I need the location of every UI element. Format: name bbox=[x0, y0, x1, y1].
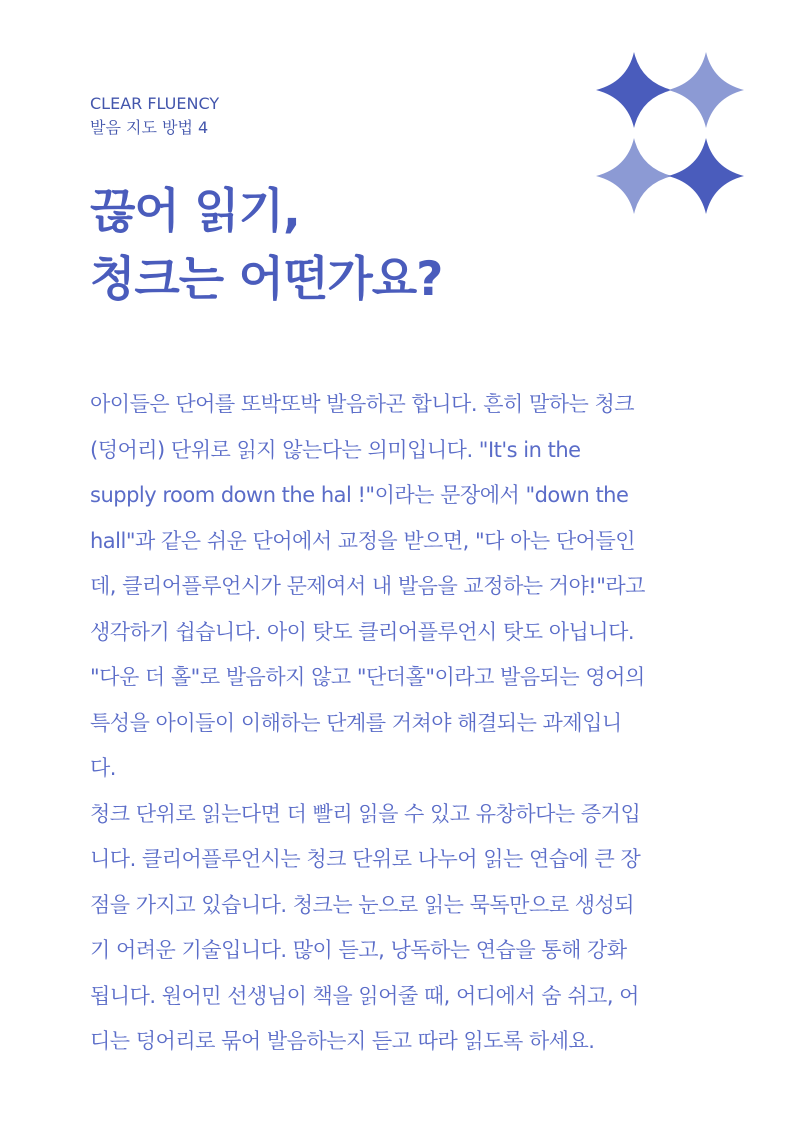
body-line: supply room down the hal !"이라는 문장에서 "down the bbox=[90, 483, 629, 507]
sparkle-cluster-icon bbox=[596, 52, 744, 214]
section-subtitle: 발음 지도 방법 4 bbox=[90, 118, 209, 137]
body-line: 특성을 아이들이 이해하는 단계를 거쳐야 해결되는 과제입니 bbox=[90, 710, 622, 735]
body-text bbox=[90, 382, 740, 1065]
page-title bbox=[90, 178, 442, 314]
title-line-2: 청크는 어떤가요? bbox=[90, 252, 443, 307]
title-line-1: 끊어 읽기, bbox=[90, 184, 300, 239]
body-line: hall"과 같은 쉬운 단어에서 교정을 받으면, "다 아는 단어들인 bbox=[90, 528, 636, 553]
body-line: 점을 가지고 있습니다. 청크는 눈으로 읽는 묵독만으로 생성되 bbox=[90, 892, 635, 917]
body-line: 디는 덩어리로 묶어 발음하는지 듣고 따라 읽도록 하세요. bbox=[90, 1029, 595, 1053]
body-line: 청크 단위로 읽는다면 더 빨리 읽을 수 있고 유창하다는 증거입 bbox=[90, 801, 641, 826]
body-line: 데, 클리어플루언시가 문제여서 내 발음을 교정하는 거야!"라고 bbox=[90, 574, 645, 598]
body-line: "다운 더 홀"로 발음하지 않고 "단더홀"이라고 발음되는 영어의 bbox=[90, 665, 645, 689]
sparkle-top-left bbox=[596, 52, 672, 128]
body-line: 니다. 클리어플루언시는 청크 단위로 나누어 읽는 연습에 큰 장 bbox=[90, 847, 641, 871]
body-line: 다. bbox=[90, 756, 116, 780]
sparkle-bottom-left bbox=[596, 138, 672, 214]
sparkle-top-right bbox=[668, 52, 744, 128]
body-line: 생각하기 쉽습니다. 아이 탓도 클리어플루언시 탓도 아닙니다. bbox=[90, 619, 635, 644]
brand-name: CLEAR FLUENCY bbox=[90, 94, 220, 113]
body-line: 됩니다. 원어민 선생님이 책을 읽어줄 때, 어디에서 숨 쉬고, 어 bbox=[90, 983, 639, 1008]
body-line: 기 어려운 기술입니다. 많이 듣고, 낭독하는 연습을 통해 강화 bbox=[90, 938, 627, 962]
body-line: 아이들은 단어를 또박또박 발음하곤 합니다. 흔히 말하는 청크 bbox=[90, 392, 635, 416]
sparkle-bottom-right bbox=[668, 138, 744, 214]
brand-block bbox=[90, 92, 219, 140]
body-line: (덩어리) 단위로 읽지 않는다는 의미입니다. "It's in the bbox=[90, 437, 581, 462]
